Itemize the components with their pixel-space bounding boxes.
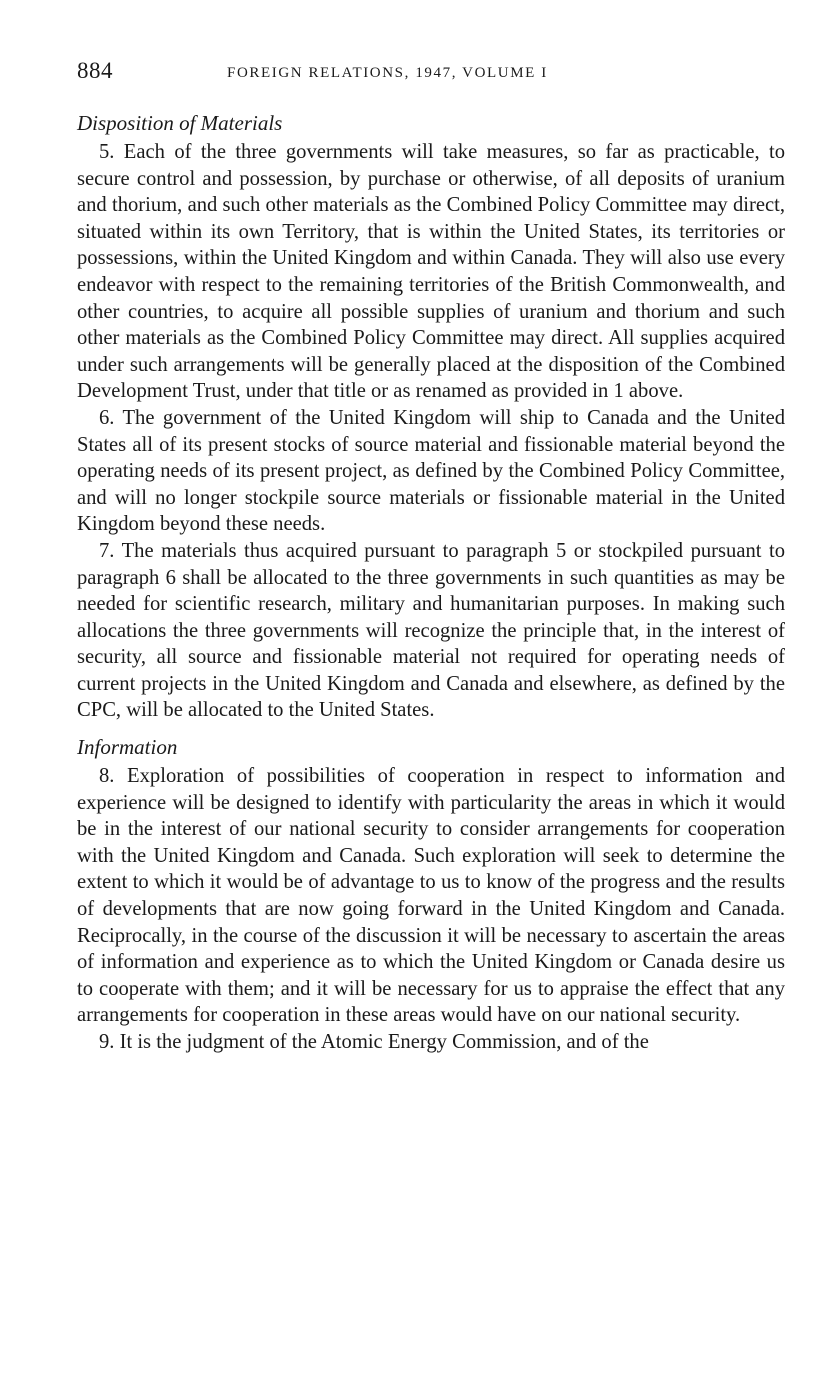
paragraph-9: 9. It is the judgment of the Atomic Energy Commission, and of the: [99, 1031, 649, 1053]
section-information: [77, 734, 785, 1056]
paragraph-5: 5. Each of the three governments will take measures, so far as practicable, to secure control and possession, by purchase or otherwise, of all deposits of uranium and thorium, and such other materials as the Combined Policy Committee may direct, situated within its own Territory, that is within the United States, its territories or possessions, within the United Kingdom and within Canada. They will also use every endeavor with respect to the remaining territories of the British Commonwealth, and other countries, to acquire all possible supplies of uranium and thorium and such other materials as the Combined Policy Committee may direct. All supplies acquired under such arrangements will be generally placed at the disposition of the Combined Development Trust, under that title or as renamed as provided in 1 above.: [77, 141, 785, 403]
document-page: [77, 58, 785, 1056]
paragraph-8: 8. Exploration of possibilities of cooperation in respect to information and experience will be designed to identify with particularity the areas in which it would be in the interest of our national security to consider arrangements for cooperation with the United Kingdom and Canada. Such exploration will seek to determine the extent to which it would be of advantage to us to know of the progress and the results of developments that are now going forward in the United Kingdom and Canada. Reciprocally, in the course of the discussion it will be necessary to ascertain the areas of information and experience as to which the United Kingdom or Canada desire us to cooperate with them; and it will be necessary for us to appraise the effect that any arrangements for cooperation in these areas would have on our national security.: [77, 765, 785, 1027]
page-header: [77, 58, 785, 88]
paragraph-7: 7. The materials thus acquired pursuant to paragraph 5 or stockpiled pursuant to paragraph 6 shall be allocated to the three governments in such quantities as may be needed for scientific research, military and humanitarian purposes. In making such allocations the three governments will recognize the principle that, in the interest of security, all source and fissionable material not required for operating needs of current projects in the United Kingdom and Canada and elsewhere, as defined by the CPC, will be allocated to the United States.: [77, 539, 785, 722]
paragraph-6: 6. The government of the United Kingdom will ship to Canada and the United States all of its present stocks of source material and fissionable material beyond the operating needs of its present project, as defined by the Combined Policy Committee, and will no longer stockpile source materials or fissionable material in the United Kingdom beyond these needs.: [77, 406, 785, 536]
section-heading: Disposition of Materials: [77, 111, 283, 135]
running-head: FOREIGN RELATIONS, 1947, VOLUME I: [227, 65, 548, 81]
page-number: 884: [77, 58, 113, 83]
section-disposition-of-materials: [77, 110, 785, 724]
section-heading: Information: [77, 735, 178, 760]
